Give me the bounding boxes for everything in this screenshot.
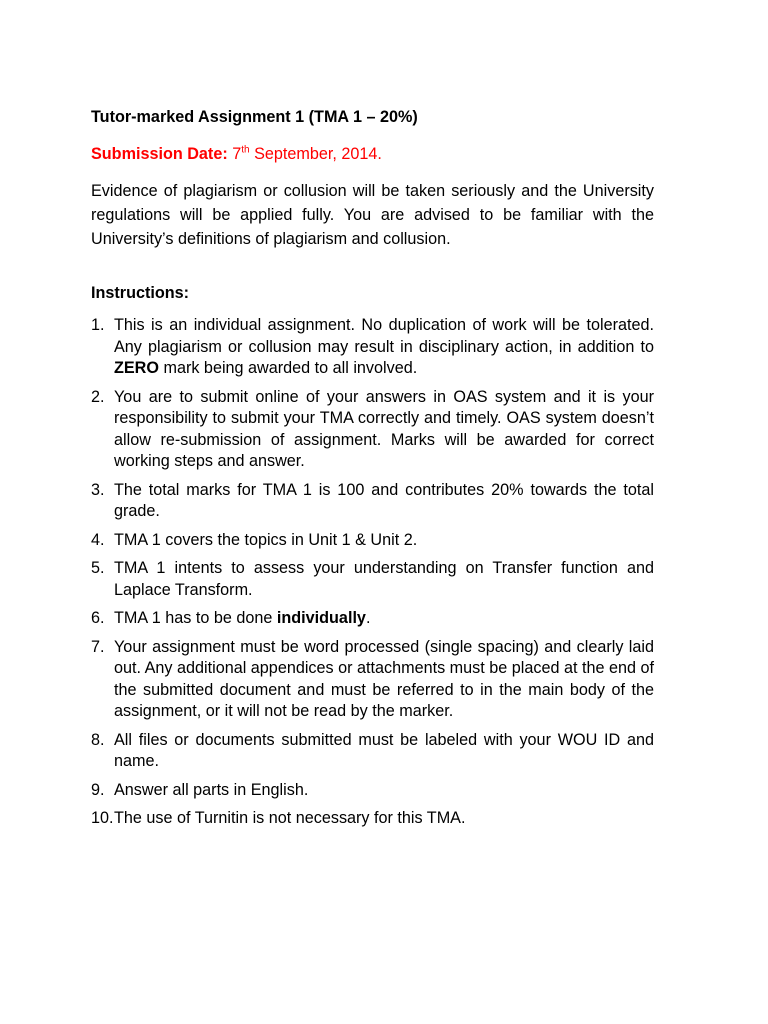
instruction-number: 2. [91,387,105,406]
instruction-number: 8. [91,730,105,749]
instruction-item [91,530,654,552]
instruction-number: 10. [91,809,114,827]
instruction-text: The total marks for TMA 1 is 100 and contributes 20% towards the total grade. [114,480,654,520]
instruction-text-tail: mark being awarded to all involved. [158,359,418,377]
submission-date-rest: September, 2014. [249,145,382,163]
instruction-text: TMA 1 covers the topics in Unit 1 & Unit 2. [114,530,418,549]
instruction-item [91,387,654,473]
instruction-text-tail: . [365,609,371,627]
instruction-item [91,480,654,523]
instruction-text: Your assignment must be word processed (single spacing) and clearly laid out. Any additional appendices or attachments must be placed at the end of the submitted document and must be referred to in the main body of the assignment, or it will not be read by the marker. [114,637,654,720]
instruction-item [91,608,654,630]
plagiarism-notice: Evidence of plagiarism or collusion will be taken seriously and the University regulations will be applied fully. You are advised to be familiar with the University’s definitions of plagiarism and collusion. [91,182,654,248]
instruction-text: The use of Turnitin is not necessary for this TMA. [114,809,466,827]
instruction-text: TMA 1 has to be done [114,609,277,627]
instruction-item [91,558,654,601]
instruction-number: 5. [91,559,105,577]
instruction-item [91,730,654,773]
instruction-number: 6. [91,609,105,627]
document-body [91,106,654,837]
instruction-number: 3. [91,480,105,499]
instruction-text: All files or documents submitted must be labeled with your WOU ID and name. [114,730,654,770]
instruction-text: Answer all parts in English. [114,780,309,799]
instruction-text: This is an individual assignment. No duplication of work will be tolerated. Any plagiarism or collusion may result in disciplinary action, in addition to [114,316,654,356]
submission-date-label: Submission Date: [91,145,228,163]
instruction-emphasis: individually [276,609,366,627]
instruction-item [91,808,654,830]
instruction-number: 7. [91,637,105,656]
submission-date-day-suffix: th [241,144,250,156]
instructions-list [91,315,654,830]
instruction-item [91,780,654,802]
submission-date [91,143,654,165]
instruction-number: 4. [91,530,105,549]
assignment-title: Tutor-marked Assignment 1 (TMA 1 – 20%) [91,108,418,126]
instructions-heading: Instructions: [91,284,190,302]
submission-date-day: 7 [232,145,242,163]
instruction-text: TMA 1 intents to assess your understanding on Transfer function and Laplace Transform. [114,559,654,599]
instruction-number: 1. [91,316,105,334]
instruction-emphasis: ZERO [114,359,159,377]
instruction-number: 9. [91,780,105,799]
instruction-text: You are to submit online of your answers in OAS system and it is your responsibility to submit your TMA correctly and timely. OAS system doesn’t allow re-submission of assignment. Marks will be awarded for correct working steps and answer. [114,387,654,470]
instruction-item [91,315,654,380]
instruction-item [91,637,654,723]
